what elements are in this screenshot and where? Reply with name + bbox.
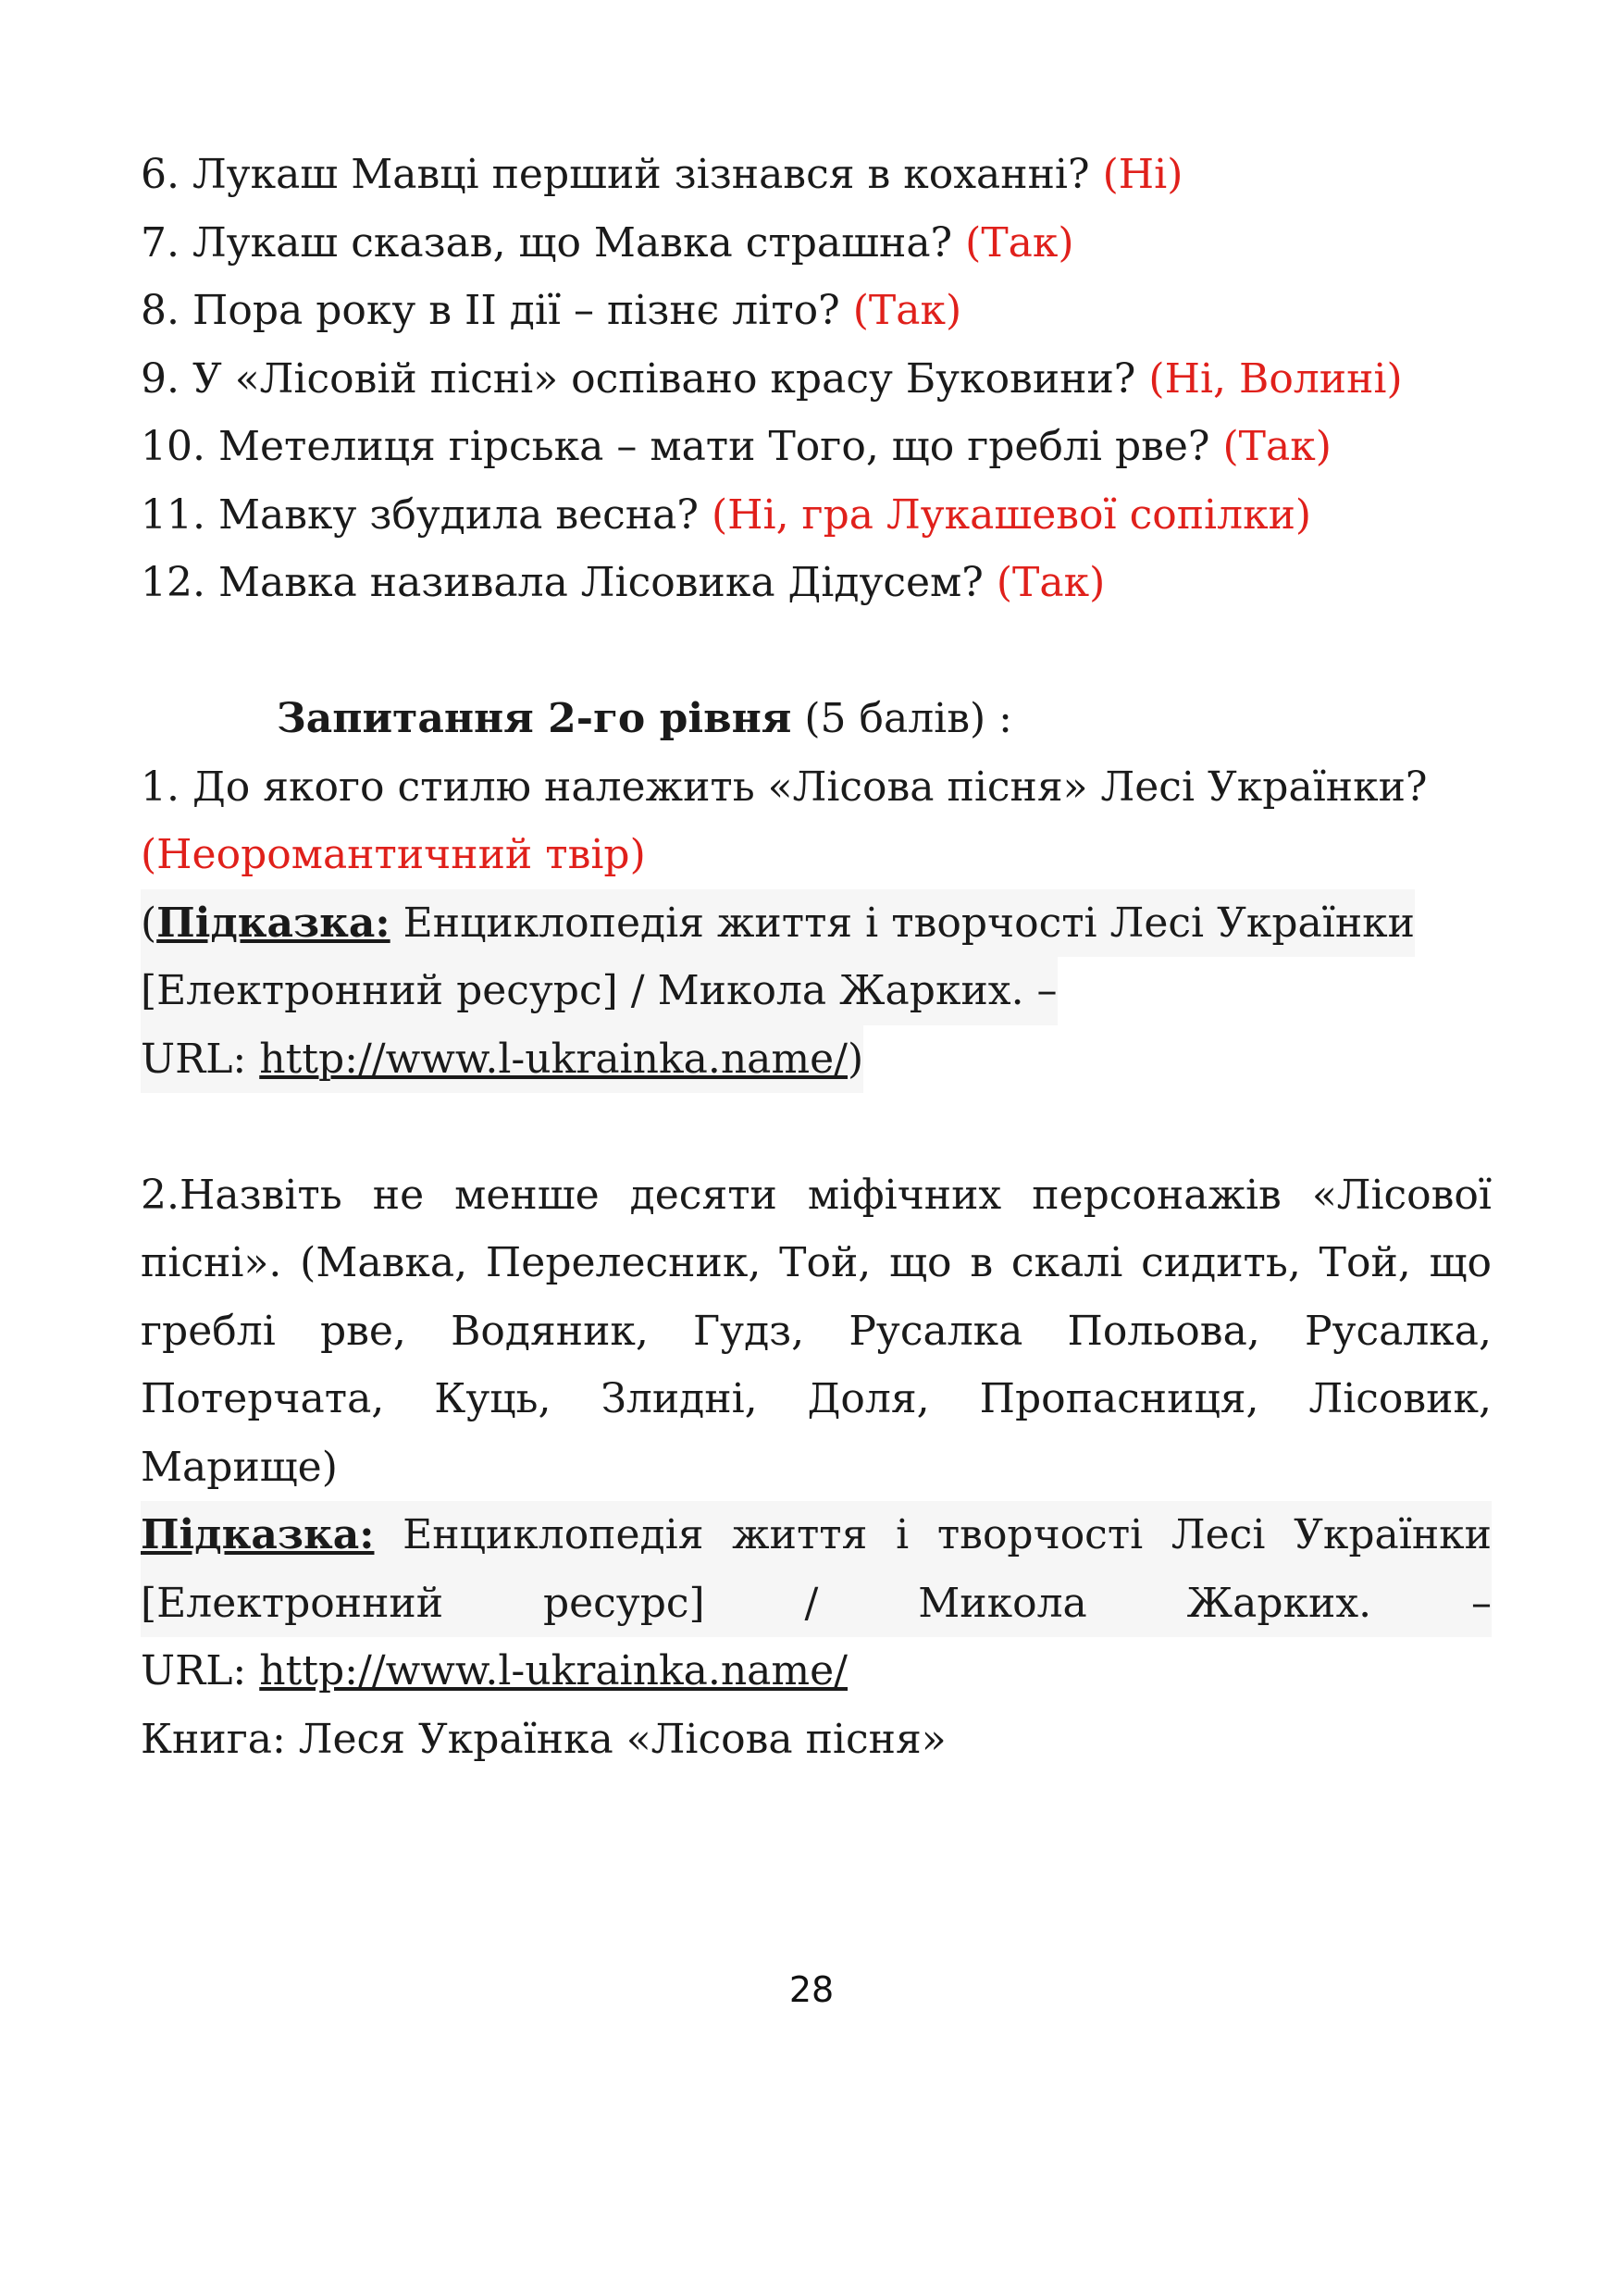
hint-line-3: Підказка: Енциклопедія життя і творчості Лесі Українки — [141, 1501, 1492, 1570]
book-reference: Книга: Леся Українка «Лісова пісня» — [141, 1715, 947, 1763]
page-content — [141, 141, 1492, 1773]
answer: (Так) — [965, 218, 1074, 267]
hint-url-line: URL: http://www.l-ukrainka.name/) — [141, 1025, 1492, 1094]
question-11: 11. Мавку збудила весна? (Ні, гра Лукашевої сопілки) — [141, 490, 1312, 539]
answer: (Ні) — [1102, 151, 1183, 198]
question-8: 8. Пора року в ІІ дії – пізнє літо? (Так) — [141, 287, 962, 334]
spacer — [141, 617, 1492, 686]
hint-label: Підказка: — [141, 1511, 375, 1558]
question-9: 9. У «Лісовій пісні» оспівано красу Буковини? (Ні, Волині) — [141, 354, 1403, 403]
level2-answer-1: (Неоромантичний твір) — [141, 831, 646, 878]
url-link[interactable]: http://www.l-ukrainka.name/ — [259, 1035, 848, 1083]
spacer — [141, 1093, 1492, 1161]
answer: (Так) — [1222, 423, 1332, 470]
question-7: 7. Лукаш сказав, що Мавка страшна? (Так) — [141, 218, 1074, 267]
question-6: 6. Лукаш Мавці перший зізнався в коханні? (Ні) — [141, 151, 1183, 198]
page-number: 28 — [788, 1969, 835, 2010]
level2-question-1: 1. До якого стилю належить «Лісова пісня» Лесі Українки? — [141, 763, 1428, 811]
question-10: 10. Метелиця гірська – мати Того, що греблі рве? (Так) — [141, 423, 1332, 470]
question-12: 12. Мавка називала Лісовика Дідусем? (Так) — [141, 559, 1106, 606]
answer: (Ні, гра Лукашевої сопілки) — [711, 490, 1312, 539]
level2-question-2: 2.Назвіть не менше десяти міфічних персонажів «Лісової пісні». (Мавка, Перелесник, Той, що в скалі сидить, Той, що греблі рве, Водяник, Гудз, Русалка Польова, Русалка, Потерчата, Куць, Злидні, Доля, Пропасниця, Лісовик, Марище) — [141, 1171, 1492, 1491]
url-link[interactable]: http://www.l-ukrainka.name/ — [259, 1647, 848, 1694]
section-heading: Запитання 2-го рівня (5 балів) : — [277, 695, 1012, 742]
hint-line-2: [Електронний ресурс] / Микола Жарких. – — [141, 957, 1492, 1025]
answer: (Ні, Волині) — [1148, 354, 1403, 403]
answer: (Так) — [852, 287, 962, 334]
hint-line-1: (Підказка: Енциклопедія життя і творчості Лесі Українки — [141, 889, 1492, 958]
hint-url-line-2: URL: http://www.l-ukrainka.name/ — [141, 1647, 848, 1694]
hint-label: Підказка: — [156, 899, 390, 947]
answer: (Так) — [996, 559, 1106, 606]
hint-line-4: [Електронний ресурс] / Микола Жарких. – — [141, 1570, 1492, 1638]
